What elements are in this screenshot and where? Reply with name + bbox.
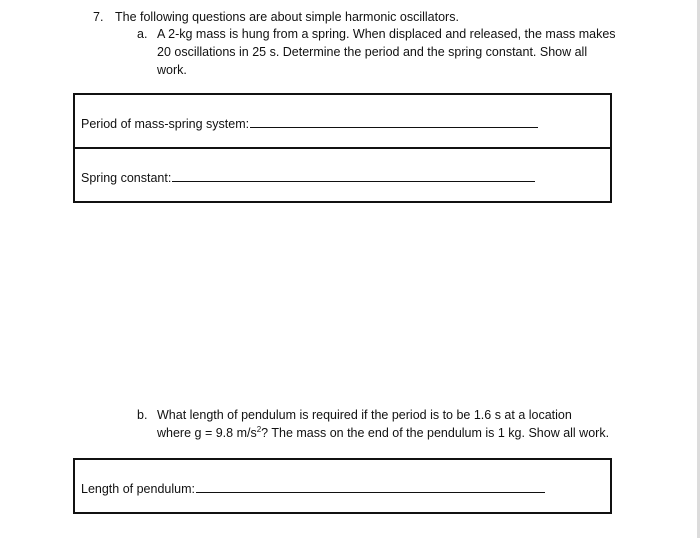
part-b-letter: b. [137, 408, 148, 422]
part-b-text [157, 406, 609, 442]
part-a-letter: a. [137, 27, 148, 41]
part-a-line-1: A 2-kg mass is hung from a spring. When displaced and released, the mass makes [157, 27, 616, 41]
part-b-line-2 [157, 424, 609, 442]
pendulum-length-answer-blank[interactable] [196, 480, 545, 493]
part-b-line-1: What length of pendulum is required if the period is to be 1.6 s at a location [157, 408, 572, 422]
spring-constant-answer-box [73, 147, 612, 203]
part-b-line-2-end: ? The mass on the end of the pendulum is 1 kg. Show all work. [261, 426, 610, 440]
period-label: Period of mass-spring system: [81, 117, 250, 131]
exponent: 2 [256, 424, 262, 434]
part-a-line-2: 20 oscillations in 25 s. Determine the period and the spring constant. Show all [157, 45, 588, 59]
spring-constant-label: Spring constant: [81, 171, 172, 185]
period-answer-blank[interactable] [250, 115, 538, 128]
spring-constant-answer-blank[interactable] [172, 169, 535, 182]
pendulum-length-answer-row [81, 480, 545, 496]
part-b-line-2-start: where g = 9.8 m/s [157, 426, 257, 440]
period-answer-row [81, 115, 538, 131]
part-a-line-3: work. [157, 63, 187, 77]
period-answer-box [73, 93, 612, 149]
pendulum-length-label: Length of pendulum: [81, 482, 195, 496]
part-a-text [157, 25, 616, 79]
spring-constant-answer-row [81, 169, 535, 185]
question-number: 7. [93, 10, 104, 24]
pendulum-length-answer-box [73, 458, 612, 514]
question-stem: The following questions are about simple harmonic oscillators. [115, 10, 459, 24]
